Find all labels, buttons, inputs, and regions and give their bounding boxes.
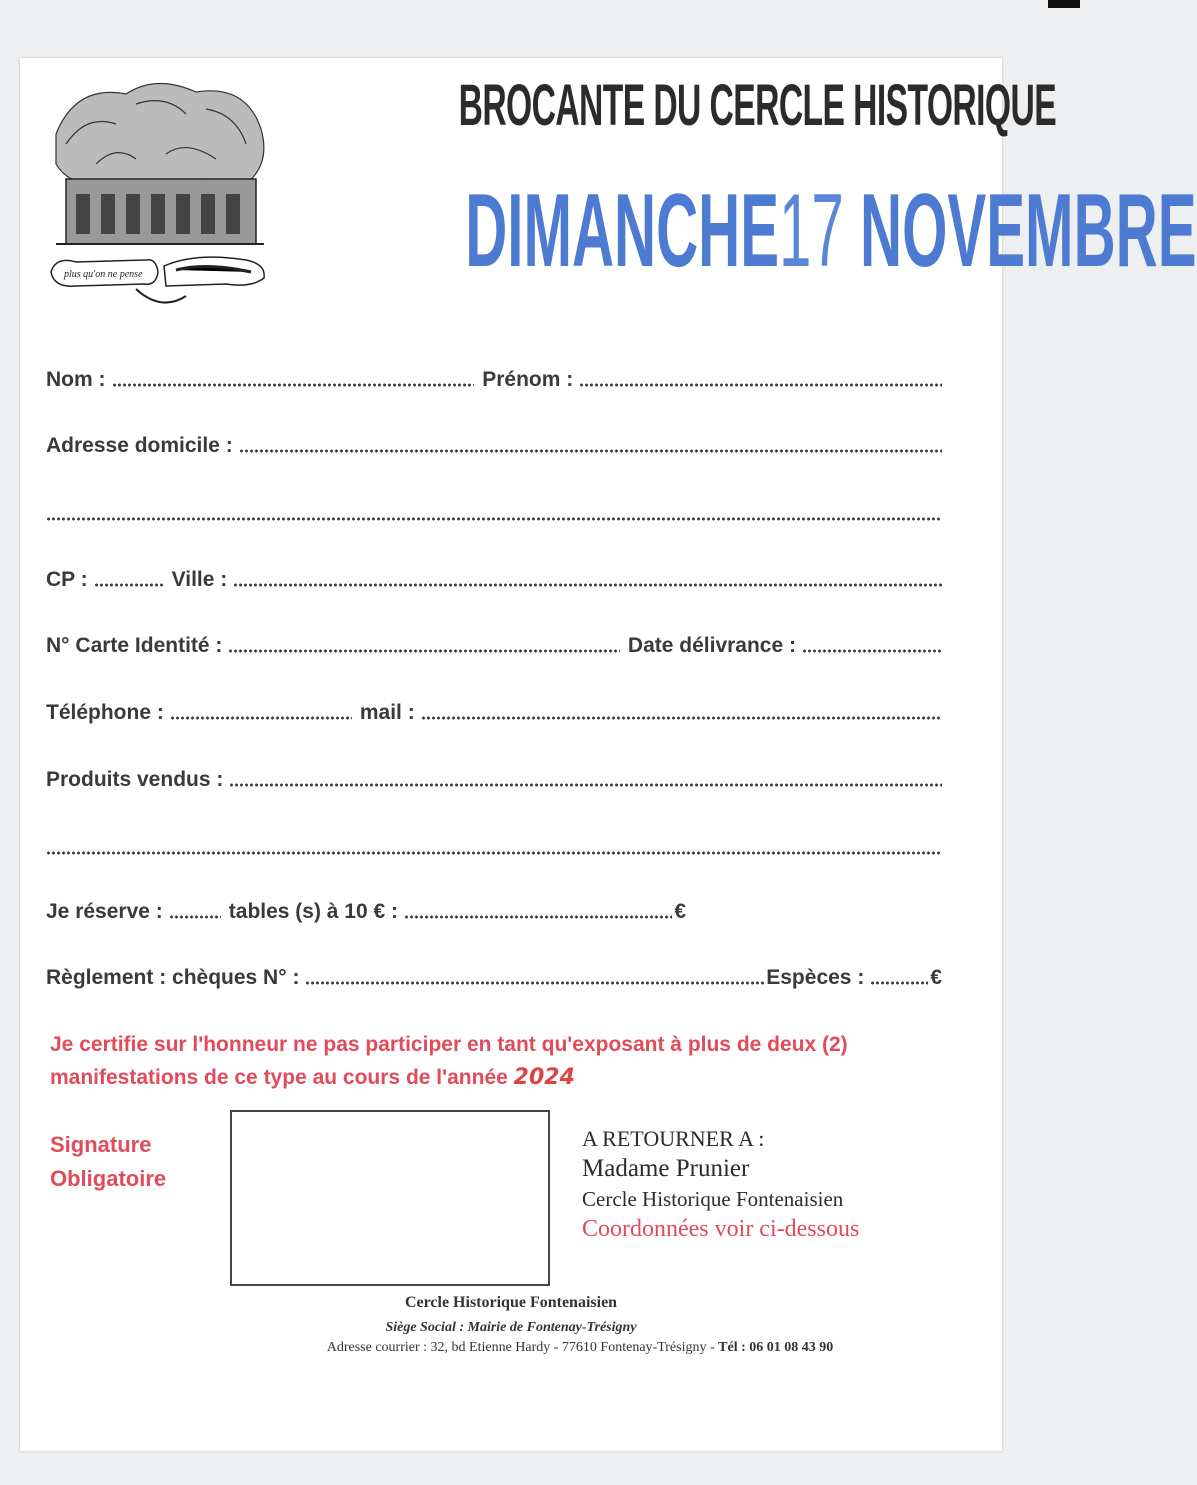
event-title: BROCANTE DU CERCLE HISTORIQUE: [458, 73, 1057, 138]
row-reserve: [46, 898, 686, 924]
row-produits: [46, 766, 942, 792]
row-nom-prenom: [46, 366, 942, 392]
ville-field[interactable]: [233, 583, 942, 587]
adresse-field[interactable]: [239, 449, 942, 453]
date-delivrance-label: Date délivrance :: [627, 634, 796, 657]
produits-label: Produits vendus :: [46, 768, 224, 791]
footer-address: Adresse courrier : 32, bd Etienne Hardy - 77610 Fontenay-Trésigny -: [326, 1340, 715, 1355]
ville-label: Ville :: [171, 568, 228, 591]
tables-euro: €: [674, 900, 686, 923]
especes-field[interactable]: [870, 981, 928, 985]
footer-tel: Tél : 06 01 08 43 90: [718, 1340, 834, 1355]
reglement-label: Règlement : chèques N° :: [46, 966, 300, 989]
carte-label: N° Carte Identité :: [46, 634, 223, 657]
handwritten-year: 2024: [513, 1065, 575, 1090]
telephone-field[interactable]: [170, 716, 352, 720]
reserve-label: Je réserve :: [46, 900, 163, 923]
prenom-field[interactable]: [579, 383, 942, 387]
signature-label-line2: Obligatoire: [50, 1166, 167, 1191]
prenom-label: Prénom :: [482, 368, 574, 391]
row-cp-ville: [46, 566, 942, 592]
honour-statement: [50, 1028, 950, 1094]
especes-euro: €: [930, 966, 942, 989]
produits-field-line2[interactable]: [46, 851, 942, 855]
return-heading: A RETOURNER A :: [582, 1126, 765, 1151]
mail-field[interactable]: [421, 716, 942, 720]
date-month: NOVEMBRE: [860, 173, 1197, 289]
return-name: Madame Prunier: [582, 1155, 750, 1182]
tables-label: tables (s) à 10 € :: [228, 900, 399, 923]
return-note: Coordonnées voir ci-dessous: [582, 1216, 860, 1242]
signature-box[interactable]: [230, 1110, 550, 1286]
tables-total-field[interactable]: [404, 915, 672, 919]
row-carte: [46, 632, 942, 658]
footer-siege: Siège Social : Mairie de Fontenay-Trésigny: [385, 1320, 637, 1335]
return-org: Cercle Historique Fontenaisien: [582, 1187, 844, 1211]
date-delivrance-field[interactable]: [802, 649, 942, 653]
honour-statement-text: Je certifie sur l'honneur ne pas participer en tant qu'exposant à plus de deux (2) manifestations de ce type au cours de l'année: [50, 1033, 848, 1089]
cheque-number-field[interactable]: [305, 981, 764, 985]
cp-label: CP :: [46, 568, 88, 591]
row-produits-cont: [46, 834, 942, 860]
cp-field[interactable]: [94, 583, 164, 587]
carte-field[interactable]: [228, 649, 620, 653]
adresse-field-line2[interactable]: [46, 517, 942, 521]
row-reglement: [46, 964, 942, 990]
historic-building-logo: [46, 74, 274, 316]
date-day: DIMANCHE: [465, 173, 780, 289]
tables-count-field[interactable]: [169, 915, 221, 919]
row-adresse: [46, 432, 942, 458]
especes-label: Espèces :: [766, 966, 865, 989]
event-date: [465, 172, 1197, 291]
nom-field[interactable]: [112, 383, 475, 387]
date-number: 17: [779, 173, 844, 289]
adresse-label: Adresse domicile :: [46, 434, 233, 457]
row-telephone-mail: [46, 699, 942, 725]
produits-field[interactable]: [229, 783, 942, 787]
registration-form-page: [20, 58, 1197, 1451]
telephone-label: Téléphone :: [46, 701, 164, 724]
footer-address-line: [140, 1340, 1020, 1356]
nom-label: Nom :: [46, 368, 106, 391]
footer-org: Cercle Historique Fontenaisien: [404, 1294, 618, 1311]
return-address: [582, 1124, 859, 1244]
signature-label-line1: Signature: [50, 1132, 152, 1157]
mail-label: mail :: [359, 701, 415, 724]
row-adresse-cont: [46, 500, 942, 526]
scan-edge-mark: [1048, 0, 1080, 8]
signature-label: [50, 1128, 166, 1196]
logo-banner-text: plus qu'on ne pense: [64, 269, 143, 280]
